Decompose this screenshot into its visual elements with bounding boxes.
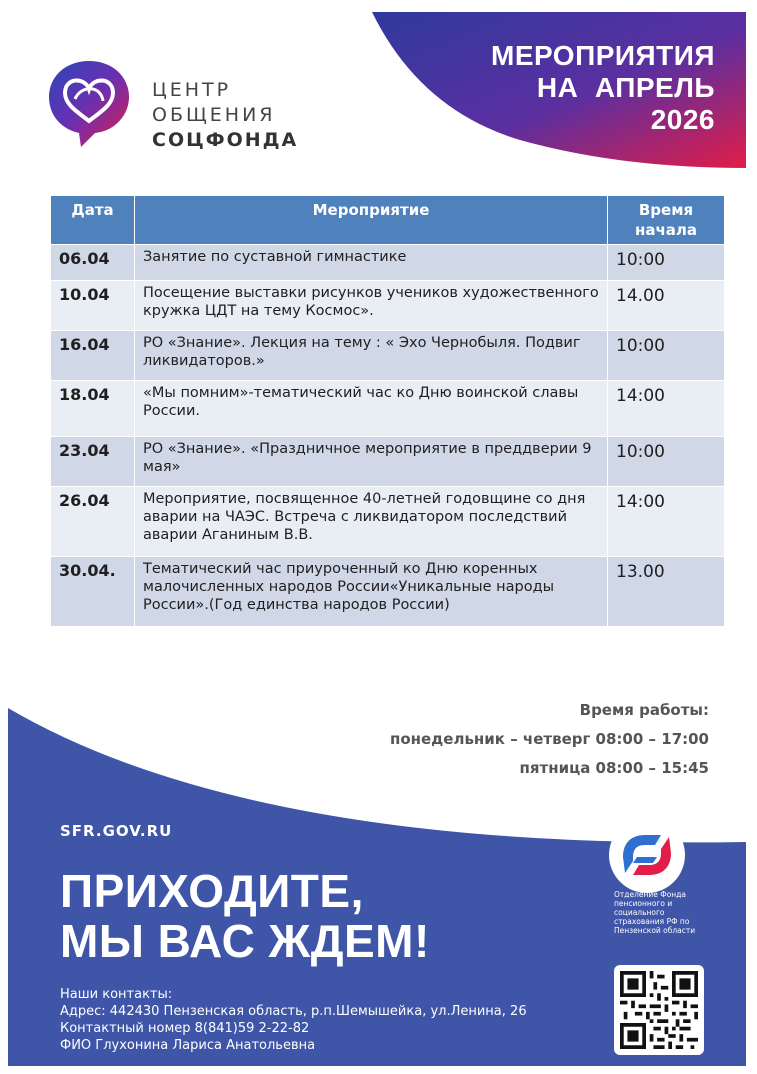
logo-line-1: ЦЕНТР xyxy=(152,79,232,101)
row-time: 14:00 xyxy=(608,487,725,557)
header-time: Время начала xyxy=(608,196,725,245)
row-date: 16.04 xyxy=(51,331,135,381)
slogan xyxy=(60,866,430,966)
row-date: 30.04. xyxy=(51,557,135,627)
work-hours xyxy=(390,696,709,783)
row-time: 10:00 xyxy=(608,245,725,281)
row-time: 13.00 xyxy=(608,557,725,627)
title-line-2: НА АПРЕЛЬ xyxy=(536,72,715,103)
row-date: 10.04 xyxy=(51,281,135,331)
row-time: 10:00 xyxy=(608,437,725,487)
row-event: Посещение выставки рисунков учеников художественного кружка ЦДТ на тему Космос». xyxy=(135,281,608,331)
row-date: 18.04 xyxy=(51,381,135,437)
page-title xyxy=(491,40,715,136)
table-row xyxy=(51,331,725,381)
row-date: 23.04 xyxy=(51,437,135,487)
row-time: 14.00 xyxy=(608,281,725,331)
row-event: Мероприятие, посвященное 40-летней годовщине со дня аварии на ЧАЭС. Встреча с ликвидатором последствий аварии Аганиным В.В. xyxy=(135,487,608,557)
slogan-line-2: МЫ ВАС ЖДЕМ! xyxy=(60,915,430,967)
contacts-address: Адрес: 442430 Пензенская область, р.п.Шемышейка, ул.Ленина, 26 xyxy=(60,1004,527,1019)
title-line-1: МЕРОПРИЯТИЯ xyxy=(491,40,715,71)
table-row xyxy=(51,281,725,331)
events-table xyxy=(50,195,725,627)
header-event: Мероприятие xyxy=(135,196,608,245)
contacts-title: Наши контакты: xyxy=(60,987,173,1002)
sfr-caption: Отделение Фонда пенсионного и социального страхования РФ по Пензенской области xyxy=(614,890,696,935)
title-line-3: 2026 xyxy=(650,104,715,135)
qr-code xyxy=(614,965,704,1055)
row-date: 26.04 xyxy=(51,487,135,557)
logo-line-3: СОЦФОНДА xyxy=(152,129,299,151)
logo-text xyxy=(152,78,298,153)
sfr-logo xyxy=(609,817,685,893)
contacts-phone: Контактный номер 8(841)59 2-22-82 xyxy=(60,1021,310,1036)
row-event: РО «Знание». «Праздничное мероприятие в преддверии 9 мая» xyxy=(135,437,608,487)
header-date: Дата xyxy=(51,196,135,245)
slogan-line-1: ПРИХОДИТЕ, xyxy=(60,865,364,917)
table-row xyxy=(51,381,725,437)
heart-speech-bubble-icon xyxy=(45,55,133,147)
logo-line-2: ОБЩЕНИЯ xyxy=(152,104,276,126)
work-hours-friday: пятница 08:00 – 15:45 xyxy=(519,759,709,777)
table-row xyxy=(51,487,725,557)
row-event: Занятие по суставной гимнастике xyxy=(135,245,608,281)
contacts xyxy=(60,986,527,1054)
table-row xyxy=(51,557,725,627)
row-event: «Мы помним»-тематический час ко Дню воинской славы России. xyxy=(135,381,608,437)
sfr-logo-icon xyxy=(617,827,677,883)
row-event: Тематический час приуроченный ко Дню коренных малочисленных народов России«Уникальные народы России».(Год единства народов России) xyxy=(135,557,608,627)
table-row xyxy=(51,245,725,281)
row-time: 10:00 xyxy=(608,331,725,381)
row-date: 06.04 xyxy=(51,245,135,281)
row-time: 14:00 xyxy=(608,381,725,437)
qr-code-icon xyxy=(620,971,698,1049)
table-header-row xyxy=(51,196,725,245)
table-row xyxy=(51,437,725,487)
contacts-person: ФИО Глухонина Лариса Анатольевна xyxy=(60,1038,316,1053)
work-hours-title: Время работы: xyxy=(579,701,709,719)
work-hours-weekdays: понедельник – четверг 08:00 – 17:00 xyxy=(389,730,709,748)
row-event: РО «Знание». Лекция на тему : « Эхо Чернобыля. Подвиг ликвидаторов.» xyxy=(135,331,608,381)
website-link[interactable]: SFR.GOV.RU xyxy=(60,822,173,840)
